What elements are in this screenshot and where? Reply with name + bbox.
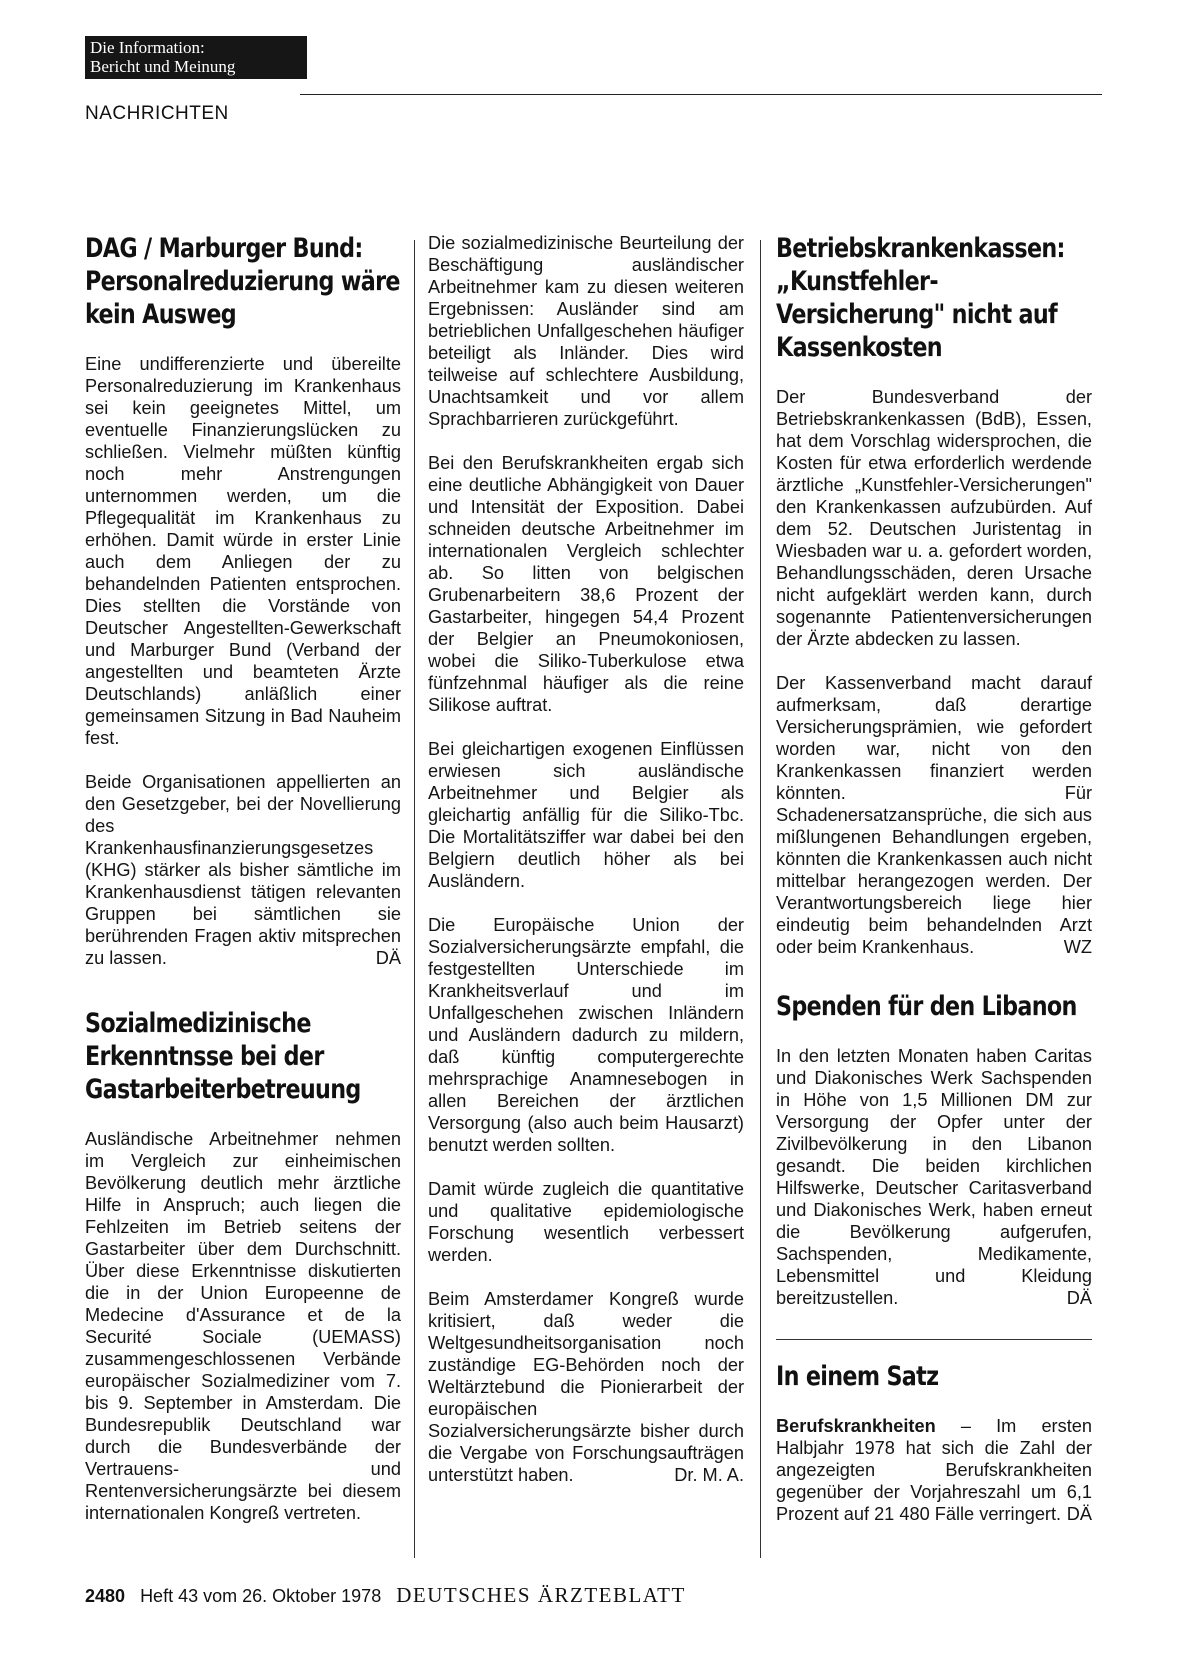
section-rule xyxy=(776,1339,1092,1340)
column-1 xyxy=(85,232,401,1546)
author-signature: DÄ xyxy=(375,948,401,968)
column-3 xyxy=(776,232,1092,1547)
article-in-einem-satz xyxy=(776,1339,1092,1525)
paragraph-text: Der Kassenverband macht darauf aufmerksam, daß derartige Versicherungsprämien, wie gefordert worden war, nicht von den Krankenkassen finanziert werden könnten. Für Schadenersatzansprüche, die sich aus mißlungenen Behandlungen ergeben, könnten die Krankenkassen auch nicht mittelbar herangezogen werden. Der Verantwortungsbereich liege hier eindeutig beim behandelnden Arzt oder beim Krankenhaus. xyxy=(776,673,1092,957)
author-signature: Dr. M. A. xyxy=(674,1465,744,1485)
article-paragraph: Ausländische Arbeitnehmer nehmen im Vergleich zur einheimischen Bevölkerung deutlich mehr ärztliche Hilfe in Anspruch; auch liegen die Fehlzeiten im Betrieb seitens der Gastarbeiter über dem Durchschnitt. Über diese Erkenntnisse diskutierten die in der Union Europeenne de Medecine d'Assurance et de la Securité Sociale (UEMASS) zusammengeschlossenen Verbände europäischer Sozialmediziner vom 7. bis 9. September in Amsterdam. Die Bundesrepublik Deutschland war durch die Bundesverbände der Vertrauens- und Rentenversicherungsärzte bei diesem internationalen Kongreß vertreten. xyxy=(85,1129,401,1523)
article-title: Spenden für den Libanon xyxy=(776,991,1077,1022)
author-signature: DÄ xyxy=(1066,1288,1092,1308)
article-paragraph-signed xyxy=(776,1415,1092,1525)
issue-info: Heft 43 vom 26. Oktober 1978 xyxy=(140,1586,382,1606)
page-footer xyxy=(85,1583,686,1608)
article-title: Sozialmedizinische Erkenntnsse bei der Gastarbeiterbetreuung xyxy=(85,1008,361,1105)
section-label: NACHRICHTEN xyxy=(85,103,229,124)
article-paragraph: Die Europäische Union der Sozialversicherungsärzte empfahl, die festgestellten Unterschiede im Krankheitsverlauf und im Unfallgeschehen zwischen Inländern und Ausländern dadurch zu mildern, daß künftig computergerechte mehrsprachige Anamnesebogen in allen Bereichen der ärztlichen Versorgung (also auch beim Hausarzt) benutzt werden sollten. xyxy=(428,915,744,1155)
column-2 xyxy=(428,232,744,1508)
rubric-line-2: Bericht und Meinung xyxy=(90,57,236,76)
article-paragraph: Der Bundesverband der Betriebskrankenkassen (BdB), Essen, hat dem Vorschlag widersprochen, die Kosten für etwa erforderlich werdende ärztliche „Kunstfehler-Versicherungen" den Krankenkassen aufzubürden. Auf dem 52. Deutschen Juristentag in Wiesbaden war u. a. gefordert worden, Behandlungsschäden, deren Ursache nicht aufgeklärt werden kann, durch sogenannte Patientenversicherungen der Ärzte abdecken zu lassen. xyxy=(776,387,1092,649)
paragraph-text: In den letzten Monaten haben Caritas und Diakonisches Werk Sachspenden in Höhe von 1,5 Millionen DM zur Versorgung der Opfer unter der Zivilbevölkerung in den Libanon gesandt. Die beiden kirchlichen Hilfswerke, Deutscher Caritasverband und Diakonisches Werk, haben erneut die Bevölkerung aufgerufen, Sachspenden, Medikamente, Lebensmittel und Kleidung bereitzustellen. xyxy=(776,1046,1092,1308)
article-betriebskrankenkassen xyxy=(776,232,1092,958)
column-divider-2 xyxy=(760,240,761,1558)
lead-keyword: Berufskrankheiten xyxy=(776,1416,936,1436)
paragraph-text: Beide Organisationen appellierten an den Gesetzgeber, bei der Novellierung des Krankenhausfinanzierungsgesetzes (KHG) stärker als bisher sämtliche im Krankenhausdienst tätigen relevanten Gruppen bei sämtlichen sie berührenden Fragen aktiv mitsprechen zu lassen. xyxy=(85,772,401,968)
column-divider-1 xyxy=(414,240,415,1558)
article-paragraph: Eine undifferenzierte und übereilte Personalreduzierung im Krankenhaus sei kein geeignetes Mittel, um eventuelle Finanzierungslücken zu schließen. Vielmehr müßten künftig noch mehr Anstrengungen unternommen werden, um die Pflegequalität im Krankenhaus zu erhöhen. Damit würde in erster Linie auch dem Anliegen der zu behandelnden Patienten entsprochen. Dies stellten die Vorstände von Deutscher Angestellten-Gewerkschaft und Marburger Bund (Verband der angestellten und beamteten Ärzte Deutschlands) anläßlich einer gemeinsamen Sitzung in Bad Nauheim fest. xyxy=(85,354,401,748)
article-title: DAG / Marburger Bund: Personalreduzierung wäre kein Ausweg xyxy=(85,233,400,330)
rubric-badge xyxy=(85,36,307,79)
article-paragraph-signed xyxy=(776,1045,1092,1309)
page-number: 2480 xyxy=(85,1586,126,1606)
article-paragraph: Damit würde zugleich die quantitative und qualitative epidemiologische Forschung wesentlich verbessert werden. xyxy=(428,1179,744,1265)
paragraph-text: Beim Amsterdamer Kongreß wurde kritisiert, daß weder die Weltgesundheitsorganisation noch zuständige EG-Behörden noch der Weltärztebund die Pionierarbeit der europäischen Sozialversicherungsärzte bisher durch die Vergabe von Forschungsaufträgen unterstützt haben. xyxy=(428,1289,744,1485)
author-signature: WZ xyxy=(1063,937,1092,957)
article-dag-marburger-bund xyxy=(85,232,401,969)
article-title: In einem Satz xyxy=(776,1361,939,1392)
journal-name: DEUTSCHES ÄRZTEBLATT xyxy=(396,1583,686,1607)
header-rule xyxy=(300,94,1102,95)
article-sozialmedizin xyxy=(85,1007,401,1524)
rubric-line-1: Die Information: xyxy=(90,38,205,57)
article-paragraph-signed xyxy=(776,672,1092,958)
article-paragraph-signed xyxy=(428,1288,744,1486)
paragraph-text: – Im ersten Halbjahr 1978 hat sich die Zahl der angezeigten Berufskrankheiten gegenüber der Vorjahreszahl um 6,1 Prozent auf 21 480 Fälle verringert. xyxy=(776,1416,1092,1524)
article-paragraph: Bei gleichartigen exogenen Einflüssen erwiesen sich ausländische Arbeitnehmer und Belgier als gleichartig anfällig für die Siliko-Tbc. Die Mortalitätsziffer war dabei bei den Belgiern deutlich höher als bei Ausländern. xyxy=(428,739,744,891)
author-signature: DÄ xyxy=(1066,1504,1092,1524)
article-paragraph-signed xyxy=(85,771,401,969)
article-title: Betriebskrankenkassen: „Kunstfehler-Versicherung" nicht auf Kassenkosten xyxy=(776,233,1065,363)
article-paragraph: Bei den Berufskrankheiten ergab sich eine deutliche Abhängigkeit von Dauer und Intensität der Exposition. Dabei schneiden deutsche Arbeitnehmer im internationalen Vergleich schlechter ab. So litten von belgischen Grubenarbeitern 38,6 Prozent der Gastarbeiter, hingegen 54,4 Prozent der Belgier an Pneumokoniosen, wobei die Siliko-Tuberkulose etwa fünfzehnmal häufiger als die reine Silikose auftrat. xyxy=(428,453,744,715)
article-paragraph: Die sozialmedizinische Beurteilung der Beschäftigung ausländischer Arbeitnehmer kam zu diesen weiteren Ergebnissen: Ausländer sind am betrieblichen Unfallgeschehen häufiger beteiligt als Inländer. Dies wird teilweise auf schlechtere Ausbildung, Unachtsamkeit und vor allem Sprachbarrieren zurückgeführt. xyxy=(428,233,744,429)
article-libanon xyxy=(776,990,1092,1309)
